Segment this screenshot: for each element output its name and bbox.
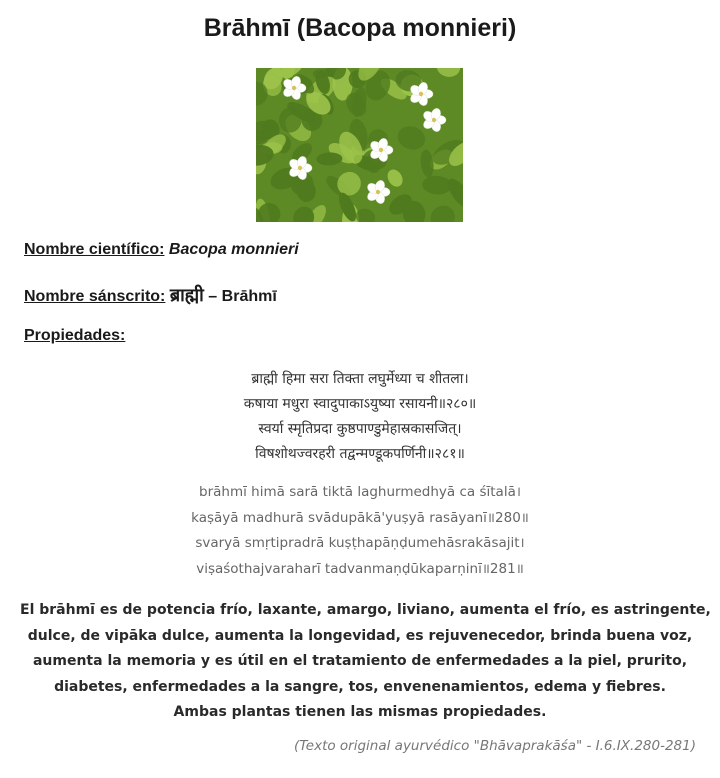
verse-line: कषाया मधुरा स्वादुपाकाऽयुष्या रसायनी॥२८०॥ — [243, 396, 477, 412]
translation-line: Ambas plantas tienen las mismas propiedades. — [173, 704, 547, 720]
translit-line: viṣaśothajvaraharī tadvanmaṇḍūkaparṇinī॥281॥ — [196, 560, 524, 577]
scientific-name-label: Nombre científico: — [24, 241, 165, 258]
translation-line: dulce, de vipāka dulce, aumenta la longevidad, es rejuvenecedor, brinda buena voz, — [27, 627, 693, 644]
translit-line: kaṣāyā madhurā svādupākā'yuṣyā rasāyanī॥280॥ — [191, 509, 529, 526]
translation-line: El brāhmī es de potencia frío, laxante, amargo, liviano, aumenta el frío, es astringente, — [20, 602, 711, 618]
verse-line: स्वर्या स्मृतिप्रदा कुष्ठपाण्डुमेहास्रकासजित्। — [258, 421, 462, 437]
page-title: Brāhmī (Bacopa monnieri) — [203, 14, 517, 42]
properties-row — [24, 327, 125, 345]
sanskrit-verse — [0, 367, 720, 467]
sanskrit-name-label: Nombre sánscrito: — [24, 288, 166, 305]
properties-label: Propiedades: — [24, 327, 126, 344]
translit-line: brāhmī himā sarā tiktā laghurmedhyā ca śītalā। — [199, 484, 521, 500]
translation-line: diabetes, enfermedades a la sangre, tos, envenenamientos, edema y fiebres. — [54, 678, 666, 695]
scientific-name-row — [24, 241, 299, 259]
bacopa-plant-photo — [256, 68, 463, 222]
translation-line: aumenta la memoria y es útil en el tratamiento de enfermedades a la piel, prurito, — [32, 653, 688, 669]
sanskrit-name-separator: – — [203, 288, 222, 305]
spanish-translation — [20, 598, 711, 726]
translit-line: svaryā smṛtipradrā kuṣṭhapāṇḍumehāsrakāsajit। — [195, 535, 525, 551]
verse-line: विषशोथज्वरहरी तद्वन्मण्डूकपर्णिनी॥२८१॥ — [255, 446, 465, 462]
source-citation: (Texto original ayurvédico "Bhāvaprakāśa" - I.6.IX.280-281) — [293, 738, 696, 754]
verse-line: ब्राह्मी हिमा सरा तिक्ता लघुर्मेध्या च शीतला। — [251, 371, 469, 387]
sanskrit-name-devanagari: ब्राह्मी — [169, 285, 204, 305]
transliteration-verse — [0, 480, 720, 582]
sanskrit-name-row — [24, 283, 277, 307]
scientific-name-value: Bacopa monnieri — [168, 241, 299, 258]
sanskrit-name-translit: Brāhmī — [221, 288, 277, 305]
